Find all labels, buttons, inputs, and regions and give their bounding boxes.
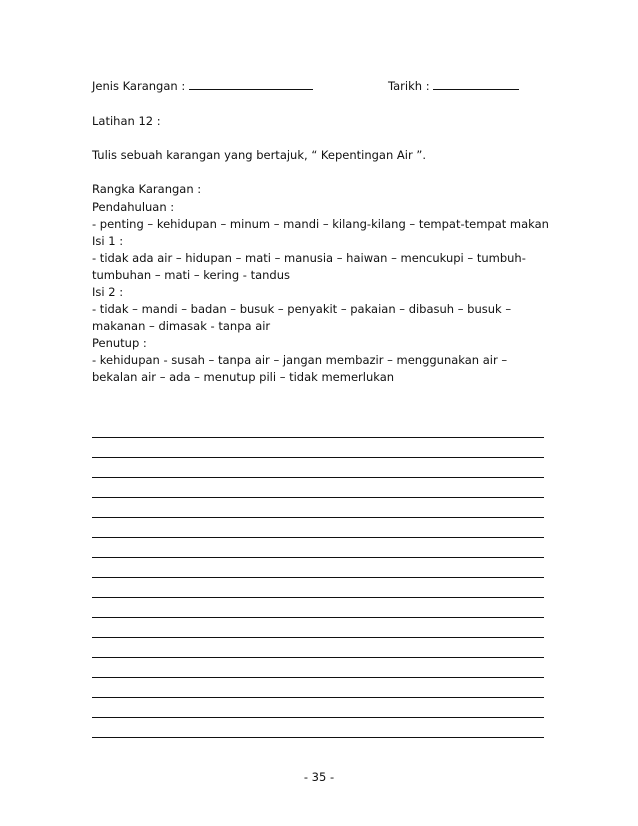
writing-line[interactable] — [92, 538, 544, 558]
writing-line[interactable] — [92, 418, 544, 438]
writing-line[interactable] — [92, 698, 544, 718]
writing-line[interactable] — [92, 618, 544, 638]
writing-line[interactable] — [92, 458, 544, 478]
section-line: - penting – kehidupan – minum – mandi – kilang-kilang – tempat-tempat makan — [92, 217, 549, 231]
exercise-title: Latihan 12 : — [92, 114, 161, 128]
writing-line[interactable] — [92, 498, 544, 518]
section-label: Penutup : — [92, 336, 147, 350]
section-label: Isi 2 : — [92, 285, 124, 299]
exercise-title-block — [92, 113, 552, 130]
page-number: - 35 - — [303, 770, 335, 784]
section-label: Pendahuluan : — [92, 200, 175, 214]
writing-line[interactable] — [92, 578, 544, 598]
section-line: makanan – dimasak - tanpa air — [92, 319, 271, 333]
outline-heading: Rangka Karangan : — [92, 182, 202, 196]
writing-line[interactable] — [92, 678, 544, 698]
writing-line[interactable] — [92, 718, 544, 738]
outline-block — [92, 181, 552, 386]
jenis-karangan-label: Jenis Karangan : — [92, 79, 186, 93]
jenis-karangan-blank[interactable] — [189, 78, 313, 90]
section-line: bekalan air – ada – menutup pili – tidak memerlukan — [92, 370, 395, 384]
writing-line[interactable] — [92, 438, 544, 458]
outline-section-pendahuluan — [92, 199, 552, 233]
section-line: - kehidupan - susah – tanpa air – jangan membazir – menggunakan air – — [92, 353, 508, 367]
outline-section-isi-1 — [92, 233, 552, 284]
section-label: Isi 1 : — [92, 234, 124, 248]
section-line: tumbuhan – mati – kering - tandus — [92, 268, 291, 282]
tarikh-label: Tarikh : — [388, 79, 430, 93]
instruction-block — [92, 147, 552, 164]
writing-line[interactable] — [92, 598, 544, 618]
exercise-instruction: Tulis sebuah karangan yang bertajuk, “ Kepentingan Air ”. — [92, 148, 426, 162]
section-line: - tidak ada air – hidupan – mati – manusia – haiwan – mencukupi – tumbuh- — [92, 251, 526, 265]
outline-section-penutup — [92, 335, 552, 386]
writing-line[interactable] — [92, 518, 544, 538]
section-line: - tidak – mandi – badan – busuk – penyakit – pakaian – dibasuh – busuk – — [92, 302, 512, 316]
tarikh-blank[interactable] — [433, 78, 519, 90]
writing-area[interactable] — [92, 418, 544, 738]
header-row — [92, 78, 542, 96]
writing-line[interactable] — [92, 638, 544, 658]
jenis-karangan-field — [92, 78, 313, 93]
writing-line[interactable] — [92, 558, 544, 578]
writing-line[interactable] — [92, 658, 544, 678]
outline-section-isi-2 — [92, 284, 552, 335]
tarikh-field — [388, 78, 519, 93]
writing-line[interactable] — [92, 478, 544, 498]
